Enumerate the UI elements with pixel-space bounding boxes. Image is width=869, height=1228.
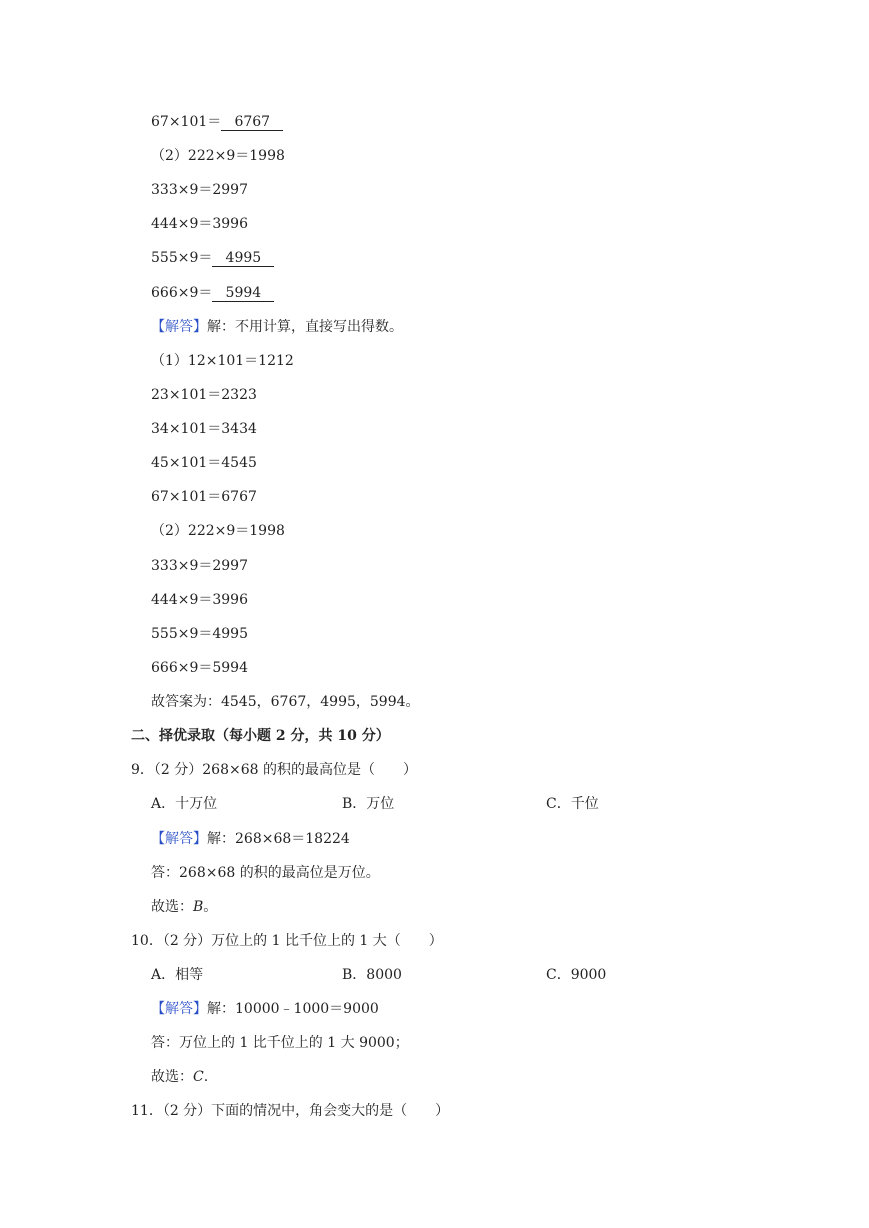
choice-prefix: 故选： <box>151 899 193 915</box>
answer-line: 答：万位上的 1 比千位上的 1 大 9000； <box>151 1035 409 1051</box>
choice-letter: B <box>193 899 204 915</box>
equation-line <box>151 249 274 267</box>
solution-line: 34×101＝3434 <box>151 421 257 437</box>
equation-prefix: 555×9＝ <box>151 250 213 266</box>
choice-line <box>151 1068 208 1086</box>
choice-prefix: 故选： <box>151 1069 193 1085</box>
option-b: B．万位 <box>342 796 395 812</box>
option-a: A．相等 <box>151 967 204 983</box>
option-c: C．9000 <box>546 967 607 983</box>
solution-line: 666×9＝5994 <box>151 660 248 676</box>
solution-text: 解：不用计算，直接写出得数。 <box>207 319 403 335</box>
question-stem: 10．（2 分）万位上的 1 比千位上的 1 大（ ） <box>131 933 443 949</box>
equation-line: 333×9＝2997 <box>151 182 248 198</box>
solution-text: 解：10000﹣1000＝9000 <box>207 1001 379 1017</box>
choice-suffix: . <box>203 1069 209 1085</box>
equation-prefix: 666×9＝ <box>151 285 213 301</box>
final-answer: 故答案为：4545，6767，4995，5994。 <box>151 694 420 710</box>
question-stem: 11．（2 分）下面的情况中，角会变大的是（ ） <box>131 1103 450 1119</box>
solution-line: 23×101＝2323 <box>151 387 257 403</box>
equation-line <box>151 284 274 302</box>
answer-blank: 4995 <box>212 250 274 267</box>
equation-line: 444×9＝3996 <box>151 216 248 232</box>
solution-line <box>151 830 350 848</box>
choice-line <box>151 898 217 916</box>
solution-intro <box>151 318 403 336</box>
choice-letter: C <box>193 1069 204 1085</box>
equation-prefix: 67×101＝ <box>151 114 222 130</box>
option-a: A．十万位 <box>151 796 218 812</box>
answer-blank: 5994 <box>212 285 274 302</box>
solution-line: 333×9＝2997 <box>151 558 248 574</box>
answer-line: 答：268×68 的积的最高位是万位。 <box>151 865 380 881</box>
solution-line: （2）222×9＝1998 <box>151 523 285 539</box>
solution-line: （1）12×101＝1212 <box>151 353 294 369</box>
solution-line: 67×101＝6767 <box>151 489 257 505</box>
option-c: C．千位 <box>546 796 599 812</box>
solution-tag: 【解答】 <box>151 319 207 335</box>
option-b: B．8000 <box>342 967 402 983</box>
solution-tag: 【解答】 <box>151 831 207 847</box>
solution-tag: 【解答】 <box>151 1001 207 1017</box>
solution-line: 444×9＝3996 <box>151 592 248 608</box>
choice-suffix: 。 <box>203 899 218 915</box>
equation-line <box>151 113 283 131</box>
question-stem: 9．（2 分）268×68 的积的最高位是（ ） <box>131 762 417 778</box>
solution-text: 解：268×68＝18224 <box>207 831 350 847</box>
answer-blank: 6767 <box>221 114 283 131</box>
equation-line: （2）222×9＝1998 <box>151 148 285 164</box>
solution-line: 45×101＝4545 <box>151 455 257 471</box>
solution-line <box>151 1000 379 1018</box>
section-heading: 二、择优录取（每小题 2 分，共 10 分） <box>131 728 390 744</box>
solution-line: 555×9＝4995 <box>151 626 248 642</box>
